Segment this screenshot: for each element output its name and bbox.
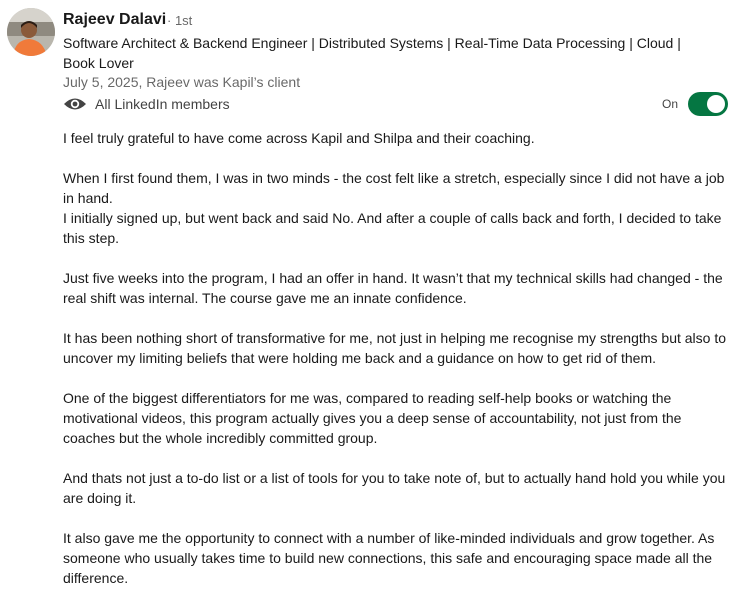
visibility-setting xyxy=(63,94,230,114)
show-recommendation-toggle[interactable] xyxy=(688,92,728,116)
paragraph: It has been nothing short of transformative for me, not just in helping me recognise my strengths but also to uncover my limiting beliefs that were holding me back and a guidance on how to get rid of them. xyxy=(63,330,727,366)
paragraph: It also gave me the opportunity to connect with a number of like-minded individuals and grow together. As someone who usually takes time to build new connections, this safe and encouraging space made all the difference. xyxy=(63,530,715,586)
avatar[interactable] xyxy=(7,8,55,56)
toggle-state-label: On xyxy=(662,97,679,111)
avatar-photo xyxy=(7,8,55,56)
show-recommendation-toggle-group xyxy=(662,92,728,116)
member-name[interactable]: Rajeev Dalavi xyxy=(63,11,167,28)
paragraph: Just five weeks into the program, I had an offer in hand. It wasn’t that my technical skills had changed - the real shift was internal. The course gave me an innate confidence. xyxy=(63,270,723,306)
member-headline: Software Architect & Backend Engineer | Distributed Systems | Real-Time Data Processing | Cloud | Book Lover xyxy=(63,35,681,71)
paragraph: And thats not just a to-do list or a list of tools for you to take note of, but to actually hand hold you while you are doing it. xyxy=(63,470,726,506)
paragraph: I feel truly grateful to have come across Kapil and Shilpa and their coaching. xyxy=(63,130,535,146)
connection-degree: · 1st xyxy=(167,13,193,28)
visibility-label: All LinkedIn members xyxy=(95,96,230,112)
recommendation-text xyxy=(63,128,731,608)
paragraph: I initially signed up, but went back and said No. And after a couple of calls back and forth, I decided to take this step. xyxy=(63,210,722,246)
recommendation-date-relation: July 5, 2025, Rajeev was Kapil’s client xyxy=(63,74,301,90)
eye-icon xyxy=(63,94,87,114)
toggle-knob xyxy=(707,95,725,113)
paragraph: One of the biggest differentiators for me was, compared to reading self-help books or watching the motivational videos, this program actually gives you a deep sense of accountability, not just from the coaches but the whole incredibly committed group. xyxy=(63,390,682,446)
paragraph: When I first found them, I was in two minds - the cost felt like a stretch, especially since I did not have a job in hand. xyxy=(63,170,725,206)
